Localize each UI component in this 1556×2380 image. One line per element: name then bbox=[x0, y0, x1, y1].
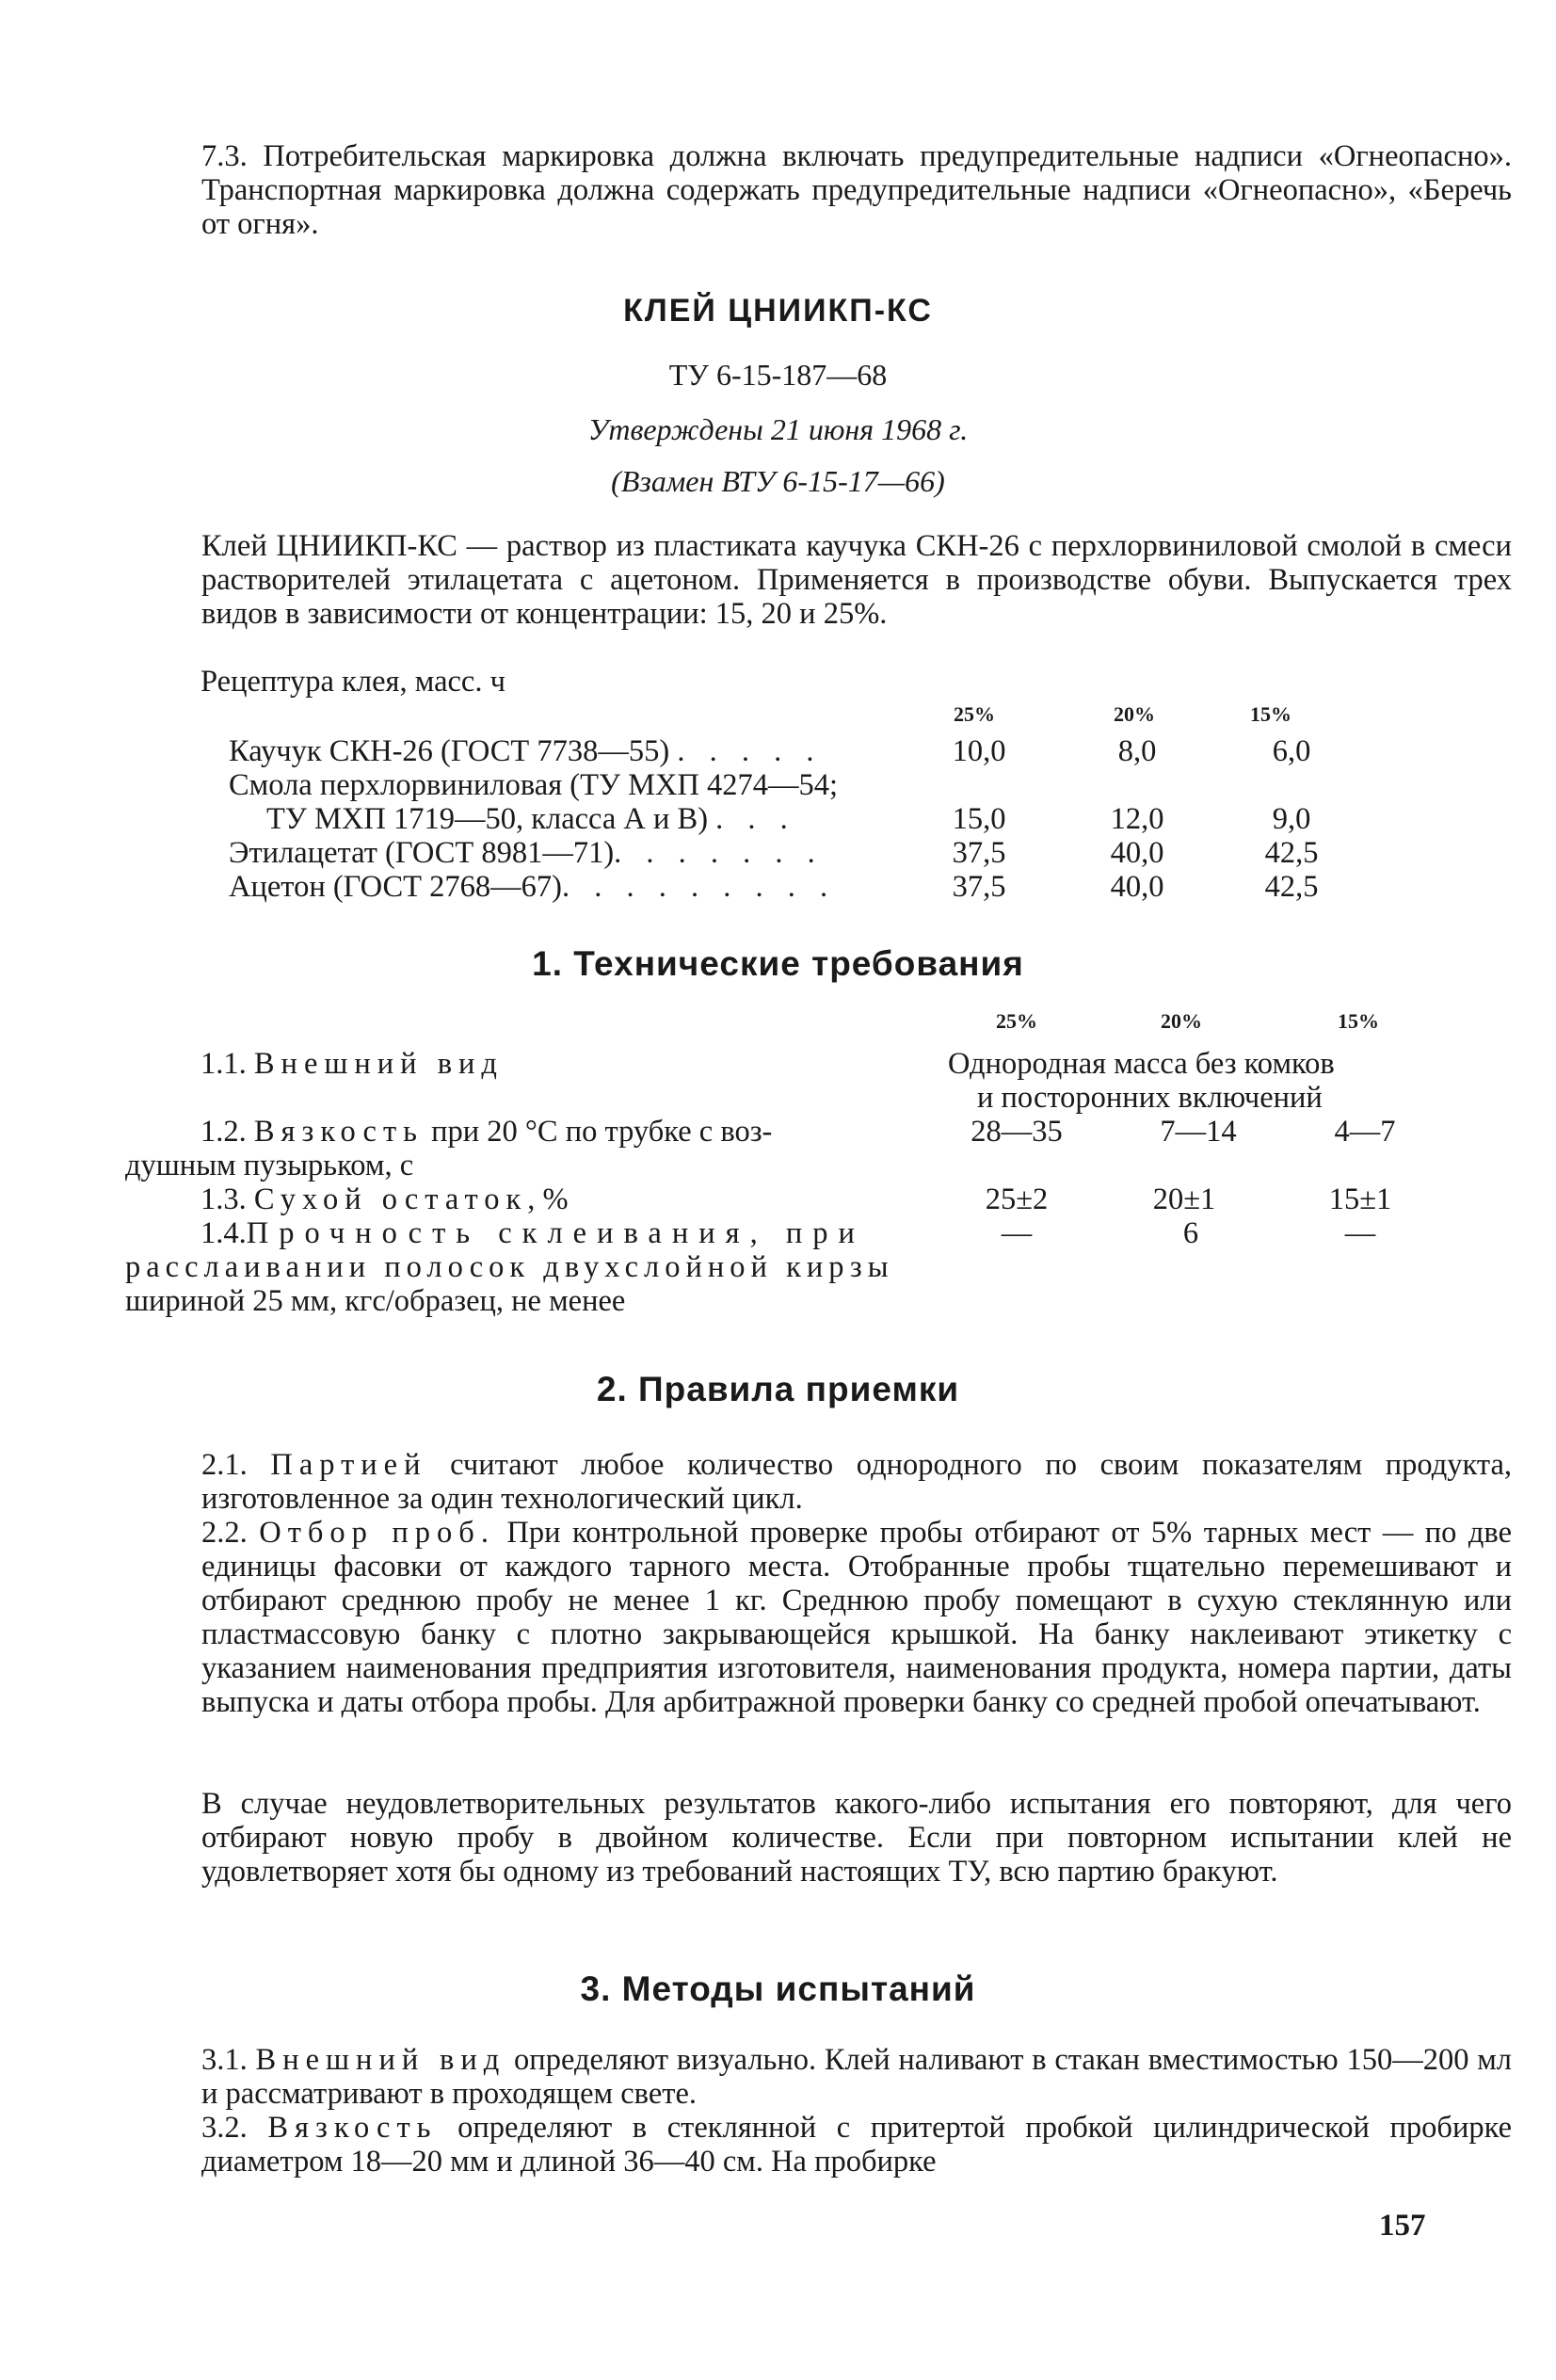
recipe-row-text: Ацетон (ГОСТ 2768—67) bbox=[229, 870, 562, 904]
product-title: КЛЕЙ ЦНИИКП-КС bbox=[623, 293, 933, 329]
req-name: Сухой остаток bbox=[253, 1182, 528, 1216]
para-term: Партией bbox=[270, 1448, 427, 1482]
req-value: 6 bbox=[1182, 1216, 1199, 1250]
req-value: 28—35 bbox=[970, 1115, 1063, 1149]
para-term: Отбор проб. bbox=[259, 1516, 495, 1550]
para-term: Вязкость bbox=[267, 2111, 438, 2145]
para-number: 3.1. bbox=[201, 2043, 248, 2077]
req-value: 15±1 bbox=[1328, 1182, 1392, 1216]
section-2-title: 2. Правила приемки bbox=[596, 1370, 960, 1408]
recipe-value: 8,0 bbox=[1117, 734, 1157, 768]
req-rest: , % bbox=[527, 1182, 569, 1216]
req-number: 1.4. bbox=[201, 1216, 247, 1250]
recipe-row-text: Этилацетат (ГОСТ 8981—71) bbox=[229, 836, 615, 870]
recipe-value: 42,5 bbox=[1264, 870, 1319, 904]
req-number: 1.2. bbox=[201, 1115, 247, 1149]
req-rest: при 20 °С по трубке с воз- bbox=[424, 1115, 773, 1149]
product-standard: ТУ 6-15-187—68 bbox=[668, 358, 888, 392]
req-value: 25±2 bbox=[985, 1182, 1049, 1216]
req-value: 20±1 bbox=[1152, 1182, 1216, 1216]
product-description: Клей ЦНИИКП-КС — раствор из пластиката каучука СКН-26 с перхлорвиниловой смолой в смеси растворителей этилацетата с ацетоном. Применяется в производстве обуви. Выпускается трех видов в зависимости от концентрации: 15, 20 и 25%. bbox=[201, 529, 1512, 631]
req-name: Внешний вид bbox=[253, 1047, 504, 1081]
recipe-value: 9,0 bbox=[1272, 802, 1311, 836]
section-3-title: 3. Методы испытаний bbox=[580, 1970, 976, 2008]
req-number: 1.1. bbox=[201, 1047, 247, 1081]
req-value: и посторонних включений bbox=[977, 1081, 1323, 1115]
para-text: определяют в стеклянной с притертой пробкой цилиндрической пробирке диаметром 18—20 мм и длиной 36—40 см. На пробирке bbox=[201, 2111, 1513, 2179]
dot-leader: . . . . . . . bbox=[614, 836, 824, 870]
recipe-row-text: ТУ МХП 1719—50, класса А и В) bbox=[266, 802, 709, 836]
paragraph-3-2 bbox=[125, 2111, 1512, 2179]
req-line2: душным пузырьком, с bbox=[125, 1149, 414, 1182]
req-value: 7—14 bbox=[1160, 1115, 1237, 1149]
req-line2: расслаивании полосок двухслойной кирзы bbox=[125, 1250, 894, 1284]
recipe-value: 40,0 bbox=[1110, 836, 1164, 870]
recipe-value: 12,0 bbox=[1110, 802, 1164, 836]
req-header-15: 15% bbox=[1338, 1009, 1379, 1033]
recipe-value: 6,0 bbox=[1272, 734, 1311, 768]
recipe-header-20: 20% bbox=[1114, 702, 1155, 726]
req-value: — bbox=[1344, 1216, 1376, 1250]
paragraph-2-2 bbox=[125, 1516, 1512, 1719]
req-header-25: 25% bbox=[996, 1009, 1037, 1033]
req-name: Вязкость bbox=[253, 1115, 424, 1149]
req-item-1-4 bbox=[201, 1216, 865, 1250]
page-number: 157 bbox=[1379, 2209, 1426, 2243]
para-term: Внешний вид bbox=[255, 2043, 506, 2077]
recipe-value: 15,0 bbox=[952, 802, 1006, 836]
recipe-header-25: 25% bbox=[954, 702, 995, 726]
recipe-value: 40,0 bbox=[1110, 870, 1164, 904]
req-header-20: 20% bbox=[1161, 1009, 1202, 1033]
para-text: определяют визуально. Клей наливают в стакан вместимостью 150—200 мл и рассматривают в проходящем свете. bbox=[201, 2043, 1513, 2111]
req-value: — bbox=[1001, 1216, 1033, 1250]
recipe-row-text: Смола перхлорвиниловая (ТУ МХП 4274—54; bbox=[229, 768, 839, 802]
recipe-header-15: 15% bbox=[1250, 702, 1291, 726]
para-number: 2.2. bbox=[201, 1516, 248, 1550]
paragraph-2-3: В случае неудовлетворительных результатов какого-либо испытания его повторяют, для чего отбирают новую пробу в двойном количестве. Если при повторном испытании клей не удовлетворяет хотя бы одному из требований настоящих ТУ, всю партию бракуют. bbox=[201, 1787, 1512, 1889]
req-line3: шириной 25 мм, кгс/образец, не менее bbox=[125, 1284, 626, 1318]
para-number: 2.1. bbox=[201, 1448, 248, 1482]
para-number: 3.2. bbox=[201, 2111, 248, 2145]
req-item-1-1 bbox=[201, 1047, 504, 1081]
recipe-row-label bbox=[229, 734, 822, 768]
recipe-value: 37,5 bbox=[952, 870, 1006, 904]
section-1-title: 1. Технические требования bbox=[532, 944, 1024, 983]
recipe-row-label bbox=[266, 802, 796, 836]
req-item-1-3 bbox=[201, 1182, 569, 1216]
replaces-note: (Взамен ВТУ 6-15-17—66) bbox=[611, 464, 945, 498]
recipe-value: 10,0 bbox=[952, 734, 1006, 768]
recipe-row-label bbox=[229, 836, 824, 870]
paragraph-7-3: 7.3. Потребительская маркировка должна включать предупредительные надписи «Огнеопасно». Транспортная маркировка должна содержать предупредительные надписи «Огнеопасно», «Беречь от огня». bbox=[201, 139, 1512, 241]
paragraph-2-1 bbox=[125, 1448, 1512, 1516]
recipe-row-text: Каучук СКН-26 (ГОСТ 7738—55) bbox=[229, 734, 670, 768]
req-number: 1.3. bbox=[201, 1182, 247, 1216]
para-text: считают любое количество однородного по своим показателям продукта, изготовленное за один технологический цикл. bbox=[201, 1448, 1513, 1516]
dot-leader: . . . bbox=[715, 802, 796, 836]
recipe-value: 42,5 bbox=[1264, 836, 1319, 870]
req-value: Однородная масса без комков bbox=[948, 1047, 1335, 1081]
recipe-caption: Рецептура клея, масс. ч bbox=[201, 665, 505, 699]
recipe-value: 37,5 bbox=[952, 836, 1006, 870]
req-item-1-2 bbox=[201, 1115, 772, 1149]
paragraph-3-1 bbox=[125, 2043, 1512, 2111]
dot-leader: . . . . . bbox=[677, 734, 823, 768]
dot-leader: . . . . . . . . . bbox=[561, 870, 837, 904]
req-value: 4—7 bbox=[1334, 1115, 1396, 1149]
para-text: При контрольной проверке пробы отбирают от 5% тарных мест — по две единицы фасовки от каждого тарного места. Отобранные пробы тщательно перемешивают и отбирают среднюю пробу не менее 1 кг. Среднюю пробу помещают в сухую стеклянную или пластмассовую банку с плотно закрывающейся крышкой. На банку наклеивают этикетку с указанием наименования предприятия изготовителя, наименования продукта, номера партии, даты выпуска и даты отбора пробы. Для арбитражной проверки банку со средней пробой опечатывают. bbox=[201, 1516, 1513, 1719]
approval-date: Утверждены 21 июня 1968 г. bbox=[587, 412, 969, 446]
req-name: Прочность склеивания, при bbox=[246, 1216, 865, 1250]
recipe-row-label bbox=[229, 870, 836, 904]
